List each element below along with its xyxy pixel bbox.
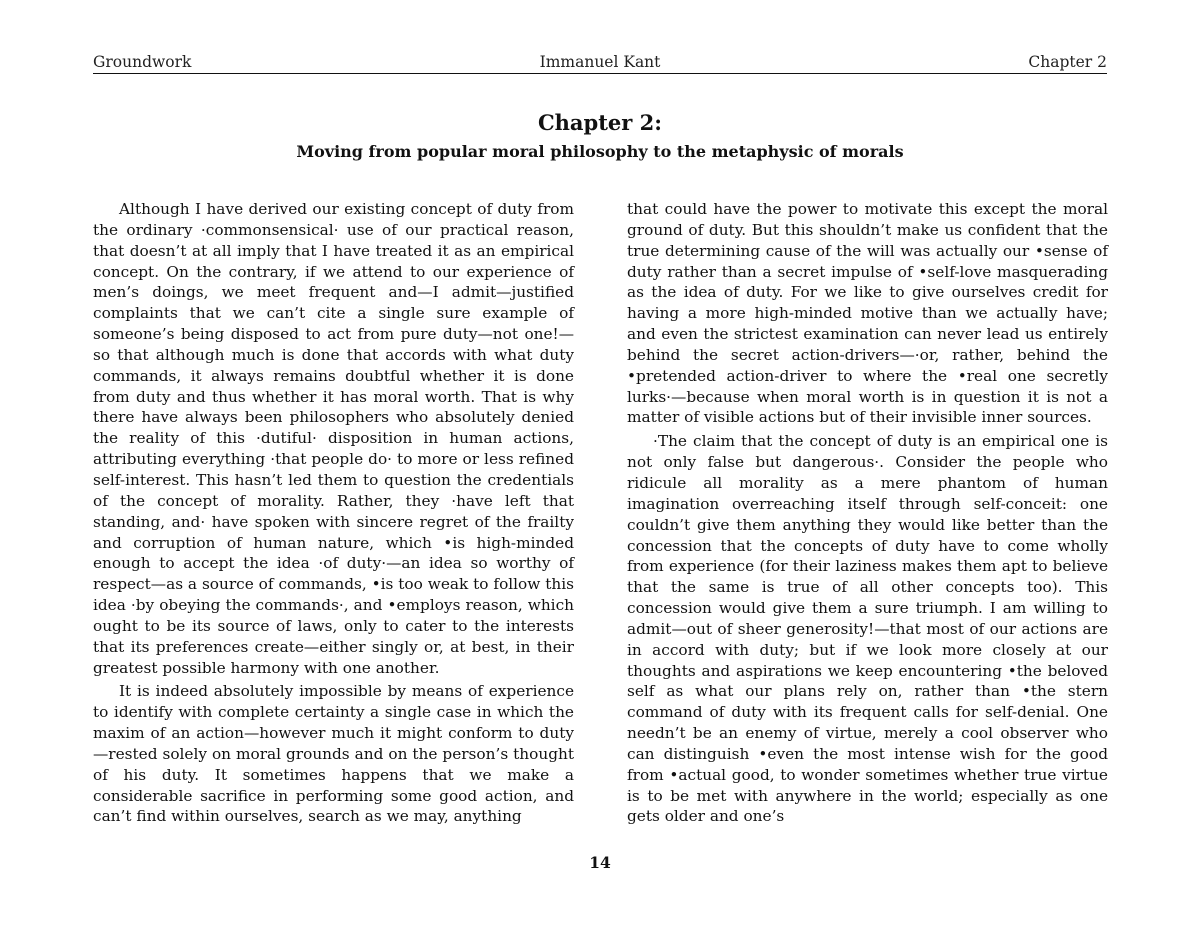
left-column: [93, 199, 574, 830]
paragraph: It is indeed absolutely impossible by means of experience to identify with complete certainty a single case in which the maxim of an action—however much it might conform to duty—rested solely on moral grounds and on the person’s thought of his duty. It sometimes happens that we make a considerable sacrifice in performing some good action, and can’t find within ourselves, search as we may, anything: [93, 682, 574, 826]
chapter-subtitle: Moving from popular moral philosophy to the metaphysic of morals: [296, 142, 904, 161]
paragraph: Although I have derived our existing concept of duty from the ordinary ·commonsensical· use of our practical reason, that doesn’t at all imply that I have treated it as an empirical concept. On the contrary, if we attend to our experience of men’s doings, we meet frequent and—I admit—justified complaints that we can’t cite a single sure example of someone’s being disposed to act from pure duty—not one!— so that although much is done that accords with what duty commands, it always remains doubtful whether it is done from duty and thus whether it has moral worth. That is why there have always been philosophers who absolutely denied the reality of this ·dutiful· disposition in human actions, attributing everything ·that people do· to more or less refined self-interest. This hasn’t led them to question the credentials of the concept of morality. Rather, they ·have left that standing, and· have spoken with sincere regret of the frailty and corruption of human nature, which •is high-minded enough to accept the idea ·of duty·—an idea so worthy of respect—as a source of commands, •is too weak to follow this idea ·by obeying the commands·, and •employs reason, which ought to be its source of laws, only to cater to the interests that its preferences create—either singly or, at best, in their greatest possible harmony with one another.: [93, 200, 574, 677]
page-number: 14: [589, 853, 611, 872]
header-chapter: Chapter 2: [1028, 53, 1107, 71]
paragraph: ·The claim that the concept of duty is an empirical one is not only false but dangerous·. Consider the people who ridicule all morality as a mere phantom of human imagination overreaching itself through self-conceit: one couldn’t give them anything they would like better than the concession that the concepts of duty have to come wholly from experience (for their laziness makes them apt to believe that the same is true of all other concepts too). This concession would give them a sure triumph. I am willing to admit—out of sheer generosity!—that most of our actions are in accord with duty; but if we look more closely at our thoughts and aspirations we keep encountering •the beloved self as what our plans rely on, rather than •the stern command of duty with its frequent calls for self-denial. One needn’t be an enemy of virtue, merely a cool observer who can distinguish •even the most intense wish for the good from •actual good, to wonder sometimes whether true virtue is to be met with anywhere in the world; especially as one gets older and one’s: [627, 432, 1108, 826]
chapter-heading: Chapter 2:: [537, 110, 663, 135]
right-column: [627, 199, 1108, 830]
header-book-title: Groundwork: [93, 53, 192, 71]
running-header: [93, 53, 1107, 74]
header-author: Immanuel Kant: [539, 53, 661, 71]
paragraph-continued: that could have the power to motivate this except the moral ground of duty. But this shouldn’t make us confident that the true determining cause of the will was actually our •sense of duty rather than a secret impulse of •self-love masquerading as the idea of duty. For we like to give ourselves credit for having a more high-minded motive than we actually have; and even the strictest examination can never lead us entirely behind the secret action-drivers—·or, rather, behind the •pretended action-driver to where the •real one secretly lurks·—because when moral worth is in question it is not a matter of visible actions but of their invisible inner sources.: [627, 200, 1108, 427]
